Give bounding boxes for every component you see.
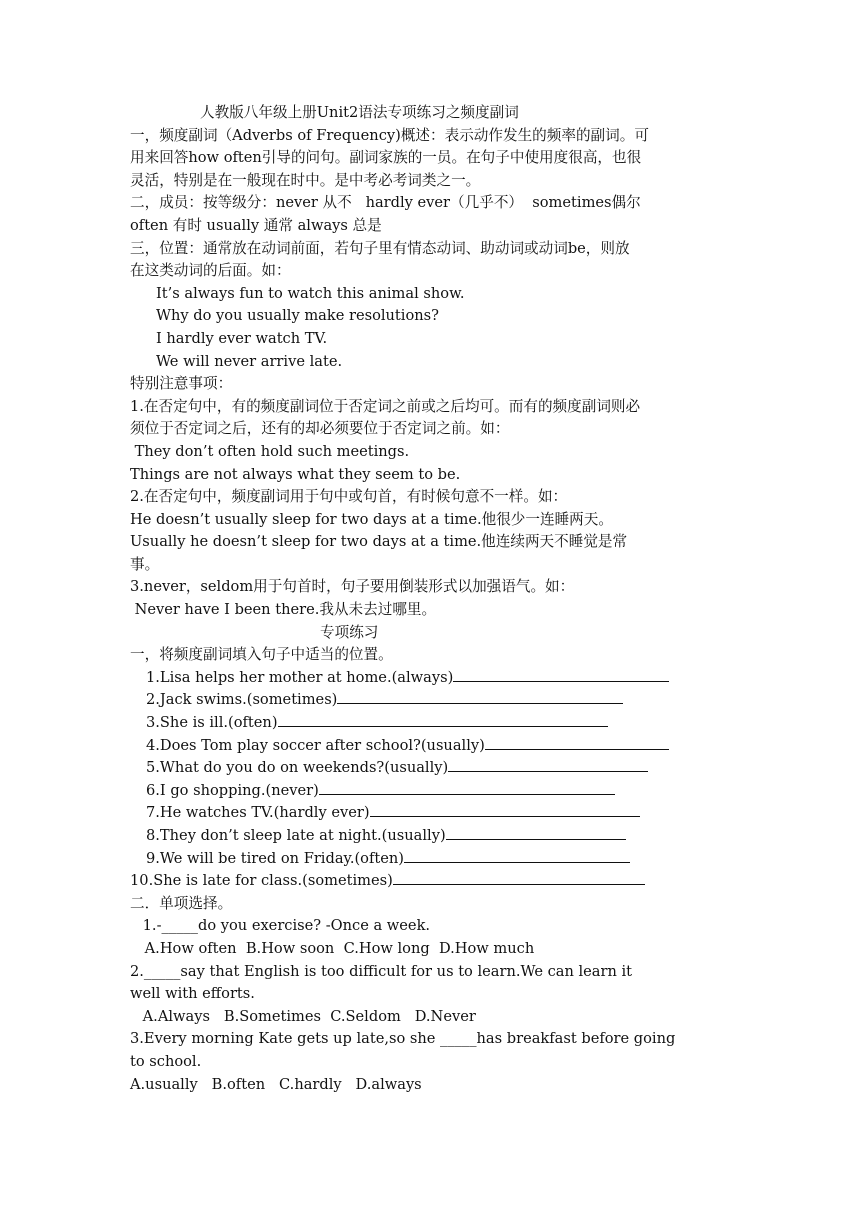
note-line: 须位于否定词之后，还有的却必须要位于否定词之前。如： <box>130 420 510 438</box>
exercise-item <box>130 825 735 848</box>
intro-line: 灵活，特别是在一般现在时中。是中考必考词类之一。 <box>130 171 481 189</box>
exercise-text: 7.He watches TV.(hardly ever) <box>146 804 370 822</box>
intro-line: 在这类动词的后面。如： <box>130 262 291 280</box>
note-line: Things are not always what they seem to be. <box>130 465 461 483</box>
document-page <box>130 102 735 1096</box>
question-line: A.Always B.Sometimes C.Seldom D.Never <box>138 1007 476 1025</box>
note-line: He doesn’t usually sleep for two days at a time.他很少一连睡两天。 <box>130 510 613 528</box>
note-line: 事。 <box>130 555 160 573</box>
answer-blank[interactable] <box>446 825 626 840</box>
answer-blank[interactable] <box>370 802 640 817</box>
exercise-text: 5.What do you do on weekends?(usually) <box>146 759 449 777</box>
intro-line: often 有时 usually 通常 always 总是 <box>130 216 382 234</box>
note-line: 2.在否定句中，频度副词用于句中或句首，有时候句意不一样。如： <box>130 488 568 506</box>
exercise-item <box>130 667 735 690</box>
answer-blank[interactable] <box>319 780 615 795</box>
part2-question-list <box>130 915 735 1096</box>
exercise-item <box>130 757 735 780</box>
part2-heading: 二．单项选择。 <box>130 894 233 912</box>
notes-heading: 特别注意事项： <box>130 375 233 393</box>
exercise-text: 1.Lisa helps her mother at home.(always) <box>146 668 454 686</box>
intro-line: 三，位置：通常放在动词前面，若句子里有情态动词、助动词或动词be，则放 <box>130 239 630 257</box>
exercise-item <box>130 802 735 825</box>
answer-blank[interactable] <box>278 712 608 727</box>
intro-line: 一，频度副词（Adverbs of Frequency)概述：表示动作发生的频率的副词。可 <box>130 126 649 144</box>
question-line: well with efforts. <box>130 985 255 1003</box>
exercise-item <box>130 689 735 712</box>
answer-blank[interactable] <box>448 757 648 772</box>
intro-line: 二，成员：按等级分：never 从不 hardly ever（几乎不） sometimes偶尔 <box>130 194 641 212</box>
example-sentence: It’s always fun to watch this animal show. <box>156 284 465 302</box>
note-line: They don’t often hold such meetings. <box>130 442 410 460</box>
question-line: 2._____say that English is too difficult for us to learn.We can learn it <box>130 962 633 980</box>
practice-title: 专项练习 <box>320 623 379 641</box>
question-line: 1.-_____do you exercise? -Once a week. <box>138 917 431 935</box>
exercise-item <box>130 848 735 871</box>
answer-blank[interactable] <box>404 848 630 863</box>
question-line: 3.Every morning Kate gets up late,so she _____has breakfast before going <box>130 1030 676 1048</box>
intro-line: 用来回答how often引导的问句。副词家族的一员。在句子中使用度很高，也很 <box>130 149 642 167</box>
note-line: Usually he doesn’t sleep for two days at a time.他连续两天不睡觉是常 <box>130 533 628 551</box>
part1-exercise-list <box>130 667 735 893</box>
exercise-item <box>130 712 735 735</box>
question-line: to school. <box>130 1052 202 1070</box>
question-line: A.How often B.How soon C.How long D.How much <box>140 939 535 957</box>
answer-blank[interactable] <box>485 735 669 750</box>
question-line: A.usually B.often C.hardly D.always <box>130 1075 422 1093</box>
exercise-item <box>130 780 735 803</box>
example-sentence: We will never arrive late. <box>156 352 343 370</box>
note-line: 3.never，seldom用于句首时，句子要用倒装形式以加强语气。如： <box>130 578 575 596</box>
exercise-text: 10.She is late for class.(sometimes) <box>130 872 393 890</box>
exercise-text: 8.They don’t sleep late at night.(usually) <box>146 827 446 844</box>
exercise-item <box>130 870 735 893</box>
exercise-text: 6.I go shopping.(never) <box>146 781 319 799</box>
example-sentence: Why do you usually make resolutions? <box>156 307 439 325</box>
answer-blank[interactable] <box>337 689 623 704</box>
exercise-text: 2.Jack swims.(sometimes) <box>146 691 338 709</box>
note-line: Never have I been there.我从未去过哪里。 <box>130 601 437 619</box>
document-title: 人教版八年级上册Unit2语法专项练习之频度副词 <box>200 104 519 121</box>
exercise-item <box>130 735 735 758</box>
exercise-text: 3.She is ill.(often) <box>146 714 278 732</box>
example-sentence: I hardly ever watch TV. <box>156 329 328 347</box>
part1-heading: 一，将频度副词填入句子中适当的位置。 <box>130 646 393 664</box>
note-line: 1.在否定句中，有的频度副词位于否定词之前或之后均可。而有的频度副词则必 <box>130 397 641 415</box>
exercise-text: 9.We will be tired on Friday.(often) <box>146 849 404 867</box>
answer-blank[interactable] <box>453 667 669 682</box>
exercise-text: 4.Does Tom play soccer after school?(usually) <box>146 736 485 754</box>
answer-blank[interactable] <box>393 870 645 885</box>
